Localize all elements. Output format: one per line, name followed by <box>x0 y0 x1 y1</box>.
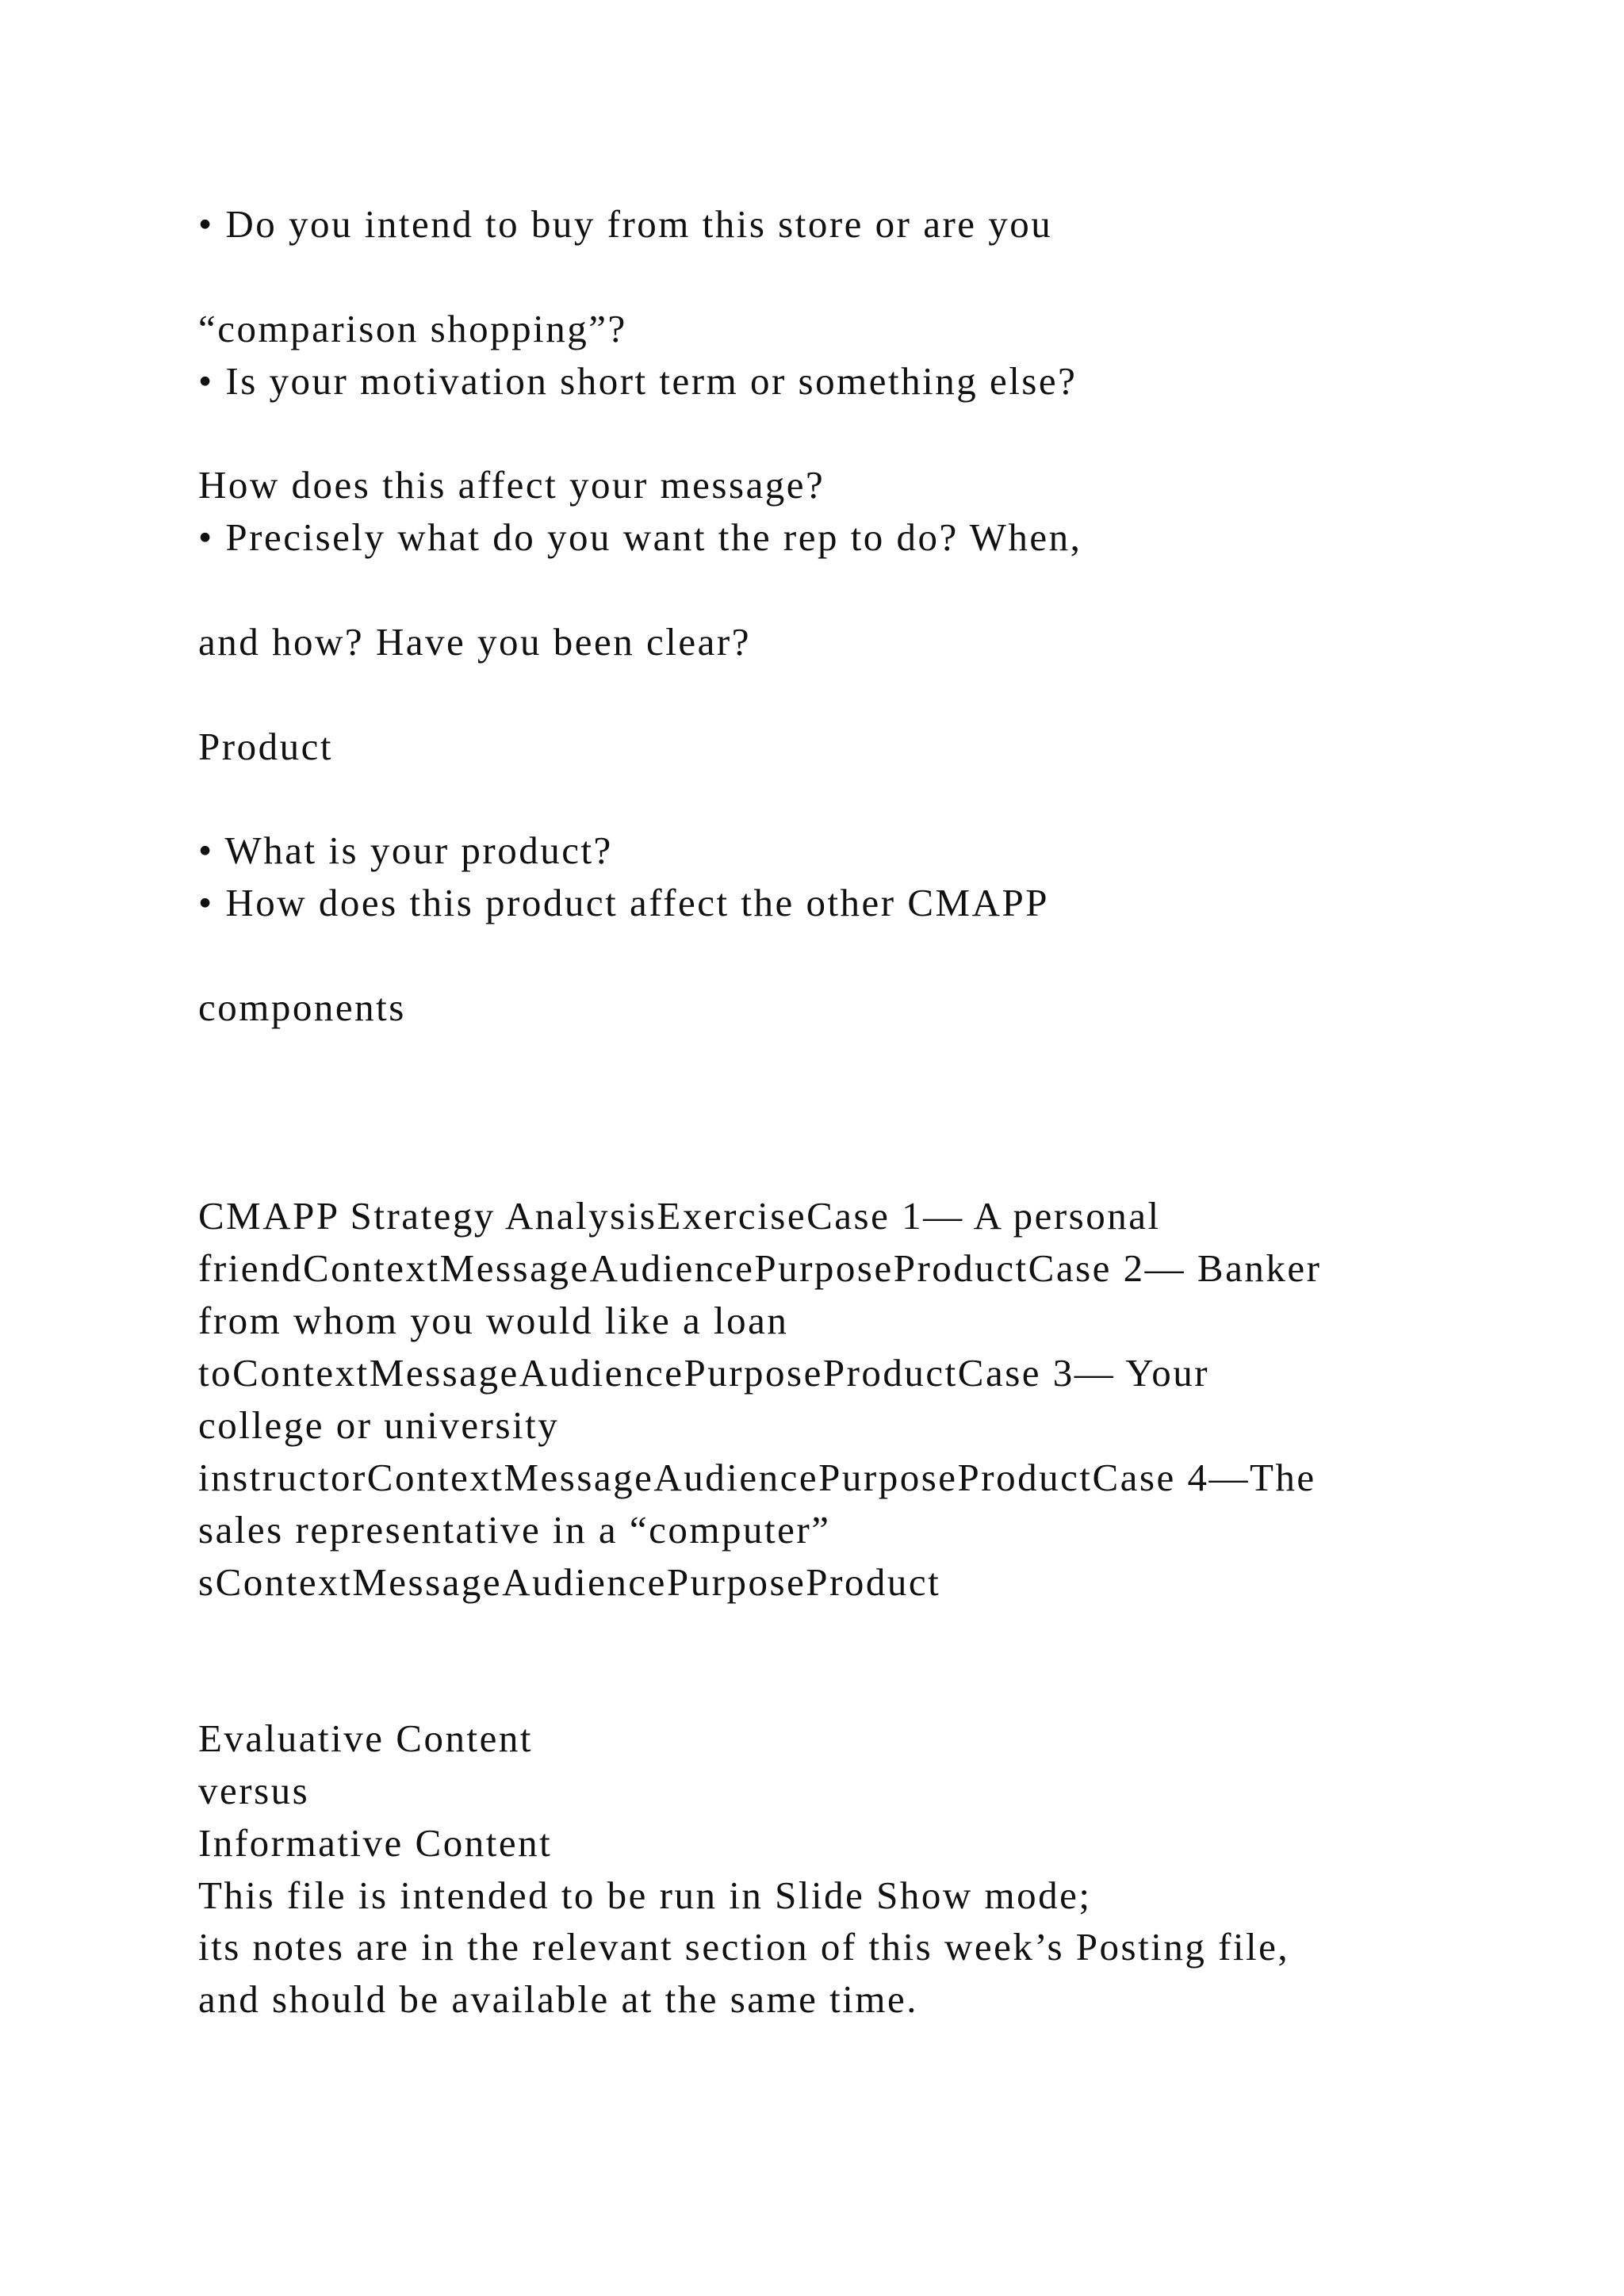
text-line: This file is intended to be run in Slide Show mode; <box>198 1873 1092 1917</box>
text-line: sContextMessageAudiencePurposeProduct <box>198 1560 941 1604</box>
text-line: • Is your motivation short term or something else? <box>198 359 1078 403</box>
text-line: instructorContextMessageAudiencePurposeProductCase 4—The <box>198 1456 1316 1499</box>
text-line: How does this affect your message? <box>198 463 825 507</box>
text-line: • How does this product affect the other CMAPP <box>198 881 1050 924</box>
text-line: • Precisely what do you want the rep to do? When, <box>198 515 1082 559</box>
text-line: “comparison shopping”? <box>198 307 627 350</box>
text-line: • Do you intend to buy from this store or are you <box>198 202 1053 246</box>
text-line: components <box>198 985 406 1029</box>
text-line: sales representative in a “computer” <box>198 1508 831 1552</box>
text-line: college or university <box>198 1403 560 1447</box>
text-line: CMAPP Strategy AnalysisExerciseCase 1— A personal <box>198 1194 1161 1238</box>
text-line: Informative Content <box>198 1821 553 1865</box>
text-line: versus <box>198 1769 310 1812</box>
text-line: and should be available at the same time. <box>198 1977 919 2021</box>
text-line: toContextMessageAudiencePurposeProductCase 3— Your <box>198 1351 1210 1395</box>
text-line: and how? Have you been clear? <box>198 620 751 664</box>
text-line: its notes are in the relevant section of this week’s Posting file, <box>198 1925 1290 1969</box>
text-line: from whom you would like a loan <box>198 1299 789 1342</box>
text-line: Evaluative Content <box>198 1716 533 1760</box>
text-line: friendContextMessageAudiencePurposeProductCase 2— Banker <box>198 1246 1322 1290</box>
text-line: • What is your product? <box>198 828 613 872</box>
section-heading: Product <box>198 725 333 768</box>
